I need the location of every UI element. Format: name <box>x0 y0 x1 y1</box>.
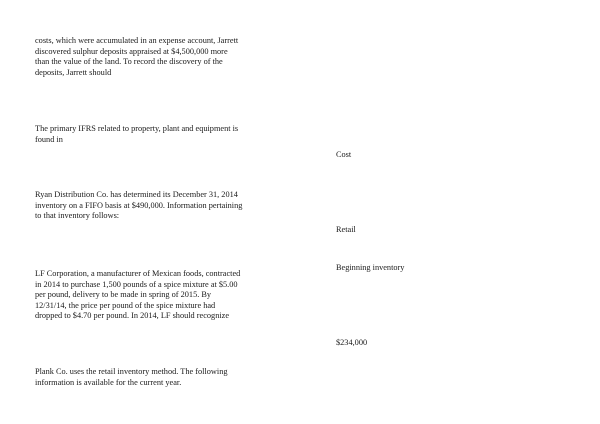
row-label-beginning-inventory: Beginning inventory <box>336 263 405 272</box>
question-lf-corporation-spice-contract: LF Corporation, a manufacturer of Mexican foods, contracted in 2014 to purchase 1,500 pounds of a spice mixture at $5.00 per pound, delivery to be made in spring of 2015. By 12/31/14, the price per pound of the spice mixture had dropped to $4.70 per pound. In 2014, LF should recognize <box>35 269 241 321</box>
question-ifrs-ppe: The primary IFRS related to property, plant and equipment is found in <box>35 124 239 144</box>
question-plank-retail-method: Plank Co. uses the retail inventory method. The following information is available for the current year. <box>35 367 228 387</box>
question-ryan-distribution-inventory: Ryan Distribution Co. has determined its December 31, 2014 inventory on a FIFO basis at $490,000. Information pertaining to that inventory follows: <box>35 190 243 221</box>
column-header-cost: Cost <box>336 150 352 159</box>
question-jarrett-sulphur-deposits: costs, which were accumulated in an expense account, Jarrett discovered sulphur deposits appraised at $4,500,000 more than the value of the land. To record the discovery of the deposits, Jarrett should <box>35 36 239 77</box>
column-header-retail: Retail <box>336 225 356 234</box>
cost-value: $234,000 <box>336 338 368 347</box>
